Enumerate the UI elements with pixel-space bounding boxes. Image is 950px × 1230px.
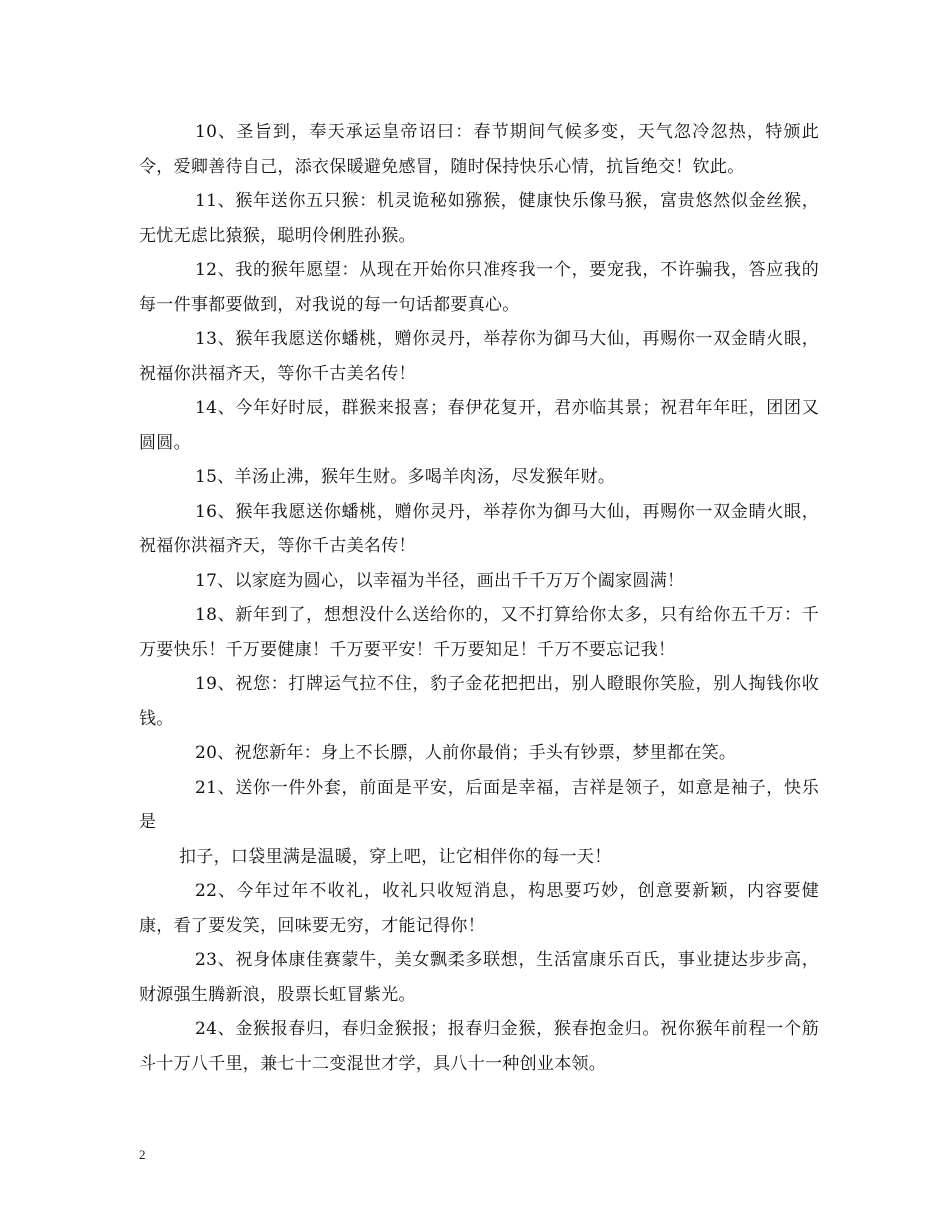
- paragraph-23: 23、祝身体康佳赛蒙牛，美女飘柔多联想，生活富康乐百氏，事业捷达步步高，财源强生腾新浪，股票长虹冒紫光。: [139, 950, 819, 1005]
- paragraph-10: 10、圣旨到，奉天承运皇帝诏曰：春节期间气候多变，天气忽冷忽热，特颁此令，爱卿善待自己，添衣保暖避免感冒，随时保持快乐心情，抗旨绝交！钦此。: [139, 122, 819, 177]
- paragraph-19: 19、祝您：打牌运气拉不住，豹子金花把把出，别人瞪眼你笑脸，别人掏钱你收钱。: [139, 674, 819, 729]
- paragraph-21: 21、送你一件外套，前面是平安，后面是幸福，吉祥是领子，如意是袖子，快乐是: [139, 777, 819, 832]
- paragraph-16: 16、猴年我愿送你蟠桃，赠你灵丹，举荐你为御马大仙，再赐你一双金睛火眼，祝福你洪福齐天，等你千古美名传！: [139, 501, 819, 556]
- paragraph-22: 22、今年过年不收礼，收礼只收短消息，构思要巧妙，创意要新颖，内容要健康，看了要发笑，回味要无穷，才能记得你！: [139, 881, 819, 936]
- paragraph-15: 15、羊汤止沸，猴年生财。多喝羊肉汤，尽发猴年财。: [195, 467, 616, 487]
- paragraph-17: 17、以家庭为圆心，以幸福为半径，画出千千万万个阖家圆满！: [195, 570, 685, 591]
- page-number: 2: [139, 1147, 146, 1162]
- paragraph-24: 24、金猴报春归，春归金猴报；报春归金猴，猴春抱金归。祝你猴年前程一个筋斗十万八千里，兼七十二变混世才学，具八十一种创业本领。: [139, 1019, 819, 1074]
- paragraph-20: 20、祝您新年：身上不长膘，人前你最俏；手头有钞票，梦里都在笑。: [195, 743, 737, 763]
- paragraph-18: 18、新年到了，想想没什么送给你的，又不打算给你太多，只有给你五千万：千万要快乐！千万要健康！千万要平安！千万要知足！千万不要忘记我！: [139, 605, 819, 660]
- paragraph-21-continued: 扣子，口袋里满是温暖，穿上吧，让它相伴你的每一天！: [179, 846, 612, 867]
- paragraph-12: 12、我的猴年愿望：从现在开始你只准疼我一个，要宠我，不许骗我，答应我的每一件事都要做到，对我说的每一句话都要真心。: [139, 260, 819, 315]
- document-body: [139, 115, 819, 1081]
- paragraph-13: 13、猴年我愿送你蟠桃，赠你灵丹，举荐你为御马大仙，再赐你一双金睛火眼，祝福你洪福齐天，等你千古美名传！: [139, 329, 819, 384]
- paragraph-14: 14、今年好时辰，群猴来报喜；春伊花复开，君亦临其景；祝君年年旺，团团又圆圆。: [139, 398, 819, 453]
- paragraph-11: 11、猴年送你五只猴：机灵诡秘如猕猴，健康快乐像马猴，富贵悠然似金丝猴，无忧无虑比猿猴，聪明伶俐胜孙猴。: [139, 191, 819, 246]
